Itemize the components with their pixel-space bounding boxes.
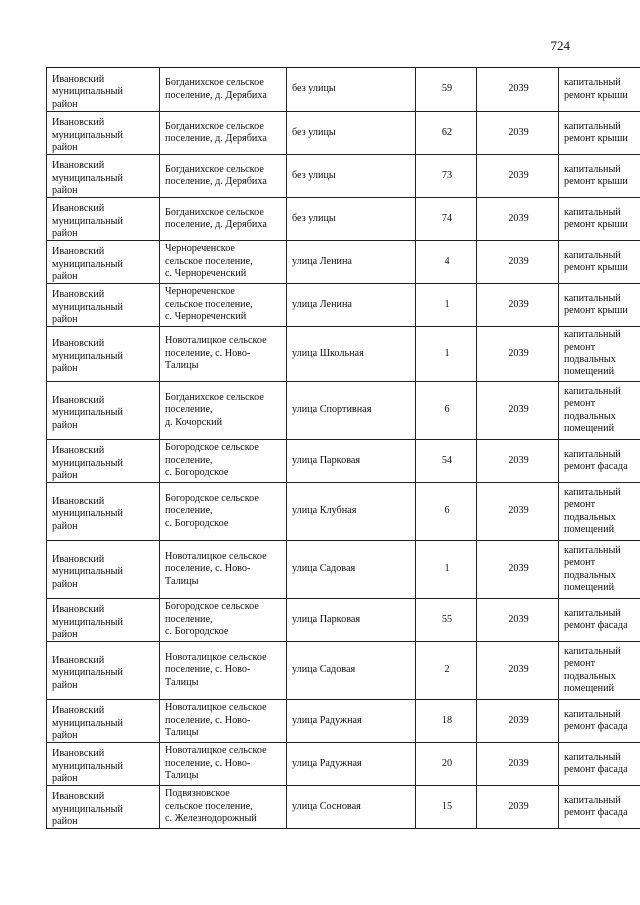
work-type-cell: [559, 327, 640, 382]
settlement-cell-text: Богданихское сельское поселение, д. Дерябиха: [165, 77, 267, 101]
house-number-cell: [416, 743, 477, 786]
house-number-cell-text: 6: [444, 404, 450, 416]
settlement-cell-text: Богданихское сельское поселение, д. Дерябиха: [165, 163, 267, 187]
table-row: [47, 599, 640, 642]
settlement-cell-text: Богданихское сельское поселение, д. Дерябиха: [165, 120, 267, 144]
district-cell: [47, 483, 160, 541]
year-cell: [477, 541, 559, 599]
house-number-cell-text: 18: [441, 714, 453, 726]
work-type-cell-text: капитальный ремонт крыши: [564, 163, 628, 187]
work-type-cell: [559, 700, 640, 743]
street-cell: [287, 68, 416, 112]
work-type-cell: [559, 440, 640, 483]
table-row: [47, 700, 640, 743]
house-number-cell: [416, 599, 477, 642]
work-type-cell-text: капитальный ремонт фасада: [564, 448, 628, 472]
year-cell-text: 2039: [508, 563, 529, 575]
year-cell-text: 2039: [508, 613, 529, 625]
work-type-cell-text: капитальный ремонт фасада: [564, 708, 628, 732]
year-cell: [477, 155, 559, 198]
street-cell-text: улица Садовая: [292, 664, 356, 676]
year-cell-text: 2039: [508, 664, 529, 676]
work-type-cell-text: капитальный ремонт подвальных помещений: [564, 385, 621, 434]
district-cell-text: Ивановский муниципальный район: [52, 445, 123, 482]
house-number-cell-text: 1: [444, 298, 450, 310]
settlement-cell: [160, 743, 287, 786]
street-cell: [287, 743, 416, 786]
settlement-cell-text: Чернореченское сельское поселение, с. Чернореченский: [165, 286, 253, 323]
table-row: [47, 541, 640, 599]
district-cell: [47, 440, 160, 483]
street-cell-text: улица Парковая: [292, 613, 361, 625]
settlement-cell-text: Богородское сельское поселение, с. Богородское: [165, 442, 259, 479]
house-number-cell: [416, 786, 477, 829]
year-cell-text: 2039: [508, 126, 529, 138]
district-cell: [47, 541, 160, 599]
work-type-cell-text: капитальный ремонт крыши: [564, 249, 628, 273]
district-cell: [47, 327, 160, 382]
house-number-cell: [416, 155, 477, 198]
settlement-cell: [160, 68, 287, 112]
district-cell: [47, 382, 160, 440]
settlement-cell: [160, 382, 287, 440]
year-cell-text: 2039: [508, 298, 529, 310]
house-number-cell-text: 62: [441, 126, 453, 138]
street-cell-text: улица Ленина: [292, 298, 352, 310]
street-cell: [287, 155, 416, 198]
year-cell: [477, 327, 559, 382]
district-cell: [47, 112, 160, 155]
house-number-cell-text: 4: [444, 255, 450, 267]
work-type-cell: [559, 382, 640, 440]
settlement-cell: [160, 642, 287, 700]
district-cell: [47, 241, 160, 284]
street-cell-text: улица Спортивная: [292, 404, 372, 416]
street-cell-text: без улицы: [292, 126, 336, 138]
work-type-cell-text: капитальный ремонт крыши: [564, 120, 628, 144]
year-cell: [477, 700, 559, 743]
year-cell: [477, 743, 559, 786]
house-number-cell: [416, 327, 477, 382]
table-row: [47, 483, 640, 541]
street-cell: [287, 700, 416, 743]
year-cell: [477, 112, 559, 155]
year-cell: [477, 241, 559, 284]
table-row: [47, 68, 640, 112]
table-row: [47, 642, 640, 700]
work-type-cell: [559, 541, 640, 599]
street-cell: [287, 642, 416, 700]
house-number-cell: [416, 241, 477, 284]
work-type-cell: [559, 599, 640, 642]
street-cell: [287, 483, 416, 541]
house-number-cell: [416, 483, 477, 541]
work-type-cell-text: капитальный ремонт крыши: [564, 206, 628, 230]
settlement-cell-text: Богданихское сельское поселение, д. Дерябиха: [165, 206, 267, 230]
work-type-cell: [559, 112, 640, 155]
work-type-cell-text: капитальный ремонт подвальных помещений: [564, 645, 621, 694]
year-cell: [477, 483, 559, 541]
year-cell-text: 2039: [508, 757, 529, 769]
settlement-cell: [160, 155, 287, 198]
work-type-cell: [559, 241, 640, 284]
settlement-cell-text: Новоталицкое сельское поселение, с. Ново- Талицы: [165, 651, 267, 688]
house-number-cell-text: 2: [444, 664, 450, 676]
district-cell: [47, 68, 160, 112]
house-number-cell: [416, 382, 477, 440]
table-row: [47, 155, 640, 198]
house-number-cell: [416, 198, 477, 241]
settlement-cell: [160, 599, 287, 642]
year-cell-text: 2039: [508, 347, 529, 359]
district-cell-text: Ивановский муниципальный район: [52, 160, 123, 197]
settlement-cell-text: Богородское сельское поселение, с. Богородское: [165, 601, 259, 638]
year-cell-text: 2039: [508, 169, 529, 181]
street-cell-text: без улицы: [292, 169, 336, 181]
house-number-cell: [416, 700, 477, 743]
district-cell-text: Ивановский муниципальный район: [52, 495, 123, 532]
year-cell: [477, 198, 559, 241]
work-type-cell-text: капитальный ремонт подвальных помещений: [564, 486, 621, 535]
district-cell: [47, 642, 160, 700]
street-cell: [287, 786, 416, 829]
year-cell-text: 2039: [508, 255, 529, 267]
district-cell: [47, 155, 160, 198]
year-cell: [477, 642, 559, 700]
table-row: [47, 112, 640, 155]
table-row: [47, 743, 640, 786]
settlement-cell: [160, 483, 287, 541]
district-cell: [47, 700, 160, 743]
street-cell-text: улица Парковая: [292, 454, 361, 466]
repair-register-table: [46, 67, 640, 829]
work-type-cell: [559, 284, 640, 327]
street-cell: [287, 327, 416, 382]
street-cell: [287, 382, 416, 440]
work-type-cell: [559, 198, 640, 241]
work-type-cell-text: капитальный ремонт подвальных помещений: [564, 544, 621, 593]
settlement-cell: [160, 700, 287, 743]
year-cell-text: 2039: [508, 83, 529, 95]
house-number-cell: [416, 440, 477, 483]
district-cell-text: Ивановский муниципальный район: [52, 246, 123, 283]
table-row: [47, 382, 640, 440]
house-number-cell-text: 20: [441, 757, 453, 769]
settlement-cell: [160, 198, 287, 241]
district-cell: [47, 786, 160, 829]
settlement-cell: [160, 327, 287, 382]
year-cell-text: 2039: [508, 454, 529, 466]
settlement-cell: [160, 112, 287, 155]
district-cell-text: Ивановский муниципальный район: [52, 791, 123, 828]
year-cell: [477, 382, 559, 440]
work-type-cell: [559, 68, 640, 112]
district-cell-text: Ивановский муниципальный район: [52, 289, 123, 326]
district-cell-text: Ивановский муниципальный район: [52, 394, 123, 431]
house-number-cell-text: 54: [441, 454, 453, 466]
district-cell-text: Ивановский муниципальный район: [52, 604, 123, 641]
district-cell-text: Ивановский муниципальный район: [52, 705, 123, 742]
house-number-cell-text: 1: [444, 563, 450, 575]
work-type-cell: [559, 743, 640, 786]
settlement-cell-text: Новоталицкое сельское поселение, с. Ново- Талицы: [165, 745, 267, 782]
street-cell-text: улица Радужная: [292, 714, 362, 726]
settlement-cell-text: Новоталицкое сельское поселение, с. Ново- Талицы: [165, 550, 267, 587]
house-number-cell-text: 73: [441, 169, 453, 181]
street-cell-text: без улицы: [292, 83, 336, 95]
settlement-cell-text: Подвязновское сельское поселение, с. Железнодорожный: [165, 788, 257, 825]
year-cell-text: 2039: [508, 505, 529, 517]
street-cell: [287, 198, 416, 241]
house-number-cell: [416, 284, 477, 327]
settlement-cell: [160, 241, 287, 284]
work-type-cell-text: капитальный ремонт фасада: [564, 794, 628, 818]
settlement-cell-text: Новоталицкое сельское поселение, с. Ново- Талицы: [165, 335, 267, 372]
street-cell-text: улица Сосновая: [292, 800, 361, 812]
settlement-cell-text: Новоталицкое сельское поселение, с. Ново- Талицы: [165, 702, 267, 739]
work-type-cell-text: капитальный ремонт фасада: [564, 751, 628, 775]
street-cell-text: улица Ленина: [292, 255, 352, 267]
work-type-cell-text: капитальный ремонт крыши: [564, 292, 628, 316]
year-cell: [477, 599, 559, 642]
house-number-cell-text: 59: [441, 83, 453, 95]
table-row: [47, 440, 640, 483]
work-type-cell: [559, 483, 640, 541]
table-row: [47, 327, 640, 382]
house-number-cell: [416, 68, 477, 112]
table-row: [47, 241, 640, 284]
year-cell-text: 2039: [508, 714, 529, 726]
settlement-cell-text: Богородское сельское поселение, с. Богородское: [165, 492, 259, 529]
district-cell-text: Ивановский муниципальный район: [52, 117, 123, 154]
street-cell-text: улица Школьная: [292, 347, 364, 359]
street-cell: [287, 541, 416, 599]
work-type-cell: [559, 155, 640, 198]
year-cell: [477, 284, 559, 327]
street-cell-text: улица Садовая: [292, 563, 356, 575]
table-body: [47, 68, 640, 829]
work-type-cell: [559, 786, 640, 829]
settlement-cell: [160, 440, 287, 483]
settlement-cell: [160, 786, 287, 829]
table-row: [47, 198, 640, 241]
table-row: [47, 786, 640, 829]
street-cell: [287, 241, 416, 284]
work-type-cell-text: капитальный ремонт крыши: [564, 77, 628, 101]
house-number-cell-text: 15: [441, 800, 453, 812]
settlement-cell-text: Богданихское сельское поселение, д. Кочорский: [165, 391, 264, 428]
street-cell: [287, 284, 416, 327]
house-number-cell: [416, 112, 477, 155]
work-type-cell-text: капитальный ремонт фасада: [564, 607, 628, 631]
house-number-cell: [416, 642, 477, 700]
table-row: [47, 284, 640, 327]
settlement-cell: [160, 284, 287, 327]
house-number-cell-text: 55: [441, 613, 453, 625]
district-cell-text: Ивановский муниципальный район: [52, 748, 123, 785]
district-cell-text: Ивановский муниципальный район: [52, 654, 123, 691]
year-cell: [477, 786, 559, 829]
settlement-cell-text: Чернореченское сельское поселение, с. Чернореченский: [165, 243, 253, 280]
district-cell: [47, 743, 160, 786]
street-cell-text: без улицы: [292, 212, 336, 224]
year-cell: [477, 68, 559, 112]
work-type-cell: [559, 642, 640, 700]
year-cell-text: 2039: [508, 404, 529, 416]
house-number-cell: [416, 541, 477, 599]
district-cell: [47, 198, 160, 241]
year-cell-text: 2039: [508, 800, 529, 812]
page-number: 724: [550, 38, 570, 53]
street-cell-text: улица Радужная: [292, 757, 362, 769]
house-number-cell-text: 74: [441, 212, 453, 224]
settlement-cell: [160, 541, 287, 599]
district-cell: [47, 599, 160, 642]
district-cell-text: Ивановский муниципальный район: [52, 73, 123, 110]
year-cell-text: 2039: [508, 212, 529, 224]
work-type-cell-text: капитальный ремонт подвальных помещений: [564, 329, 621, 378]
district-cell-text: Ивановский муниципальный район: [52, 553, 123, 590]
street-cell: [287, 440, 416, 483]
district-cell-text: Ивановский муниципальный район: [52, 338, 123, 375]
district-cell-text: Ивановский муниципальный район: [52, 203, 123, 240]
district-cell: [47, 284, 160, 327]
house-number-cell-text: 6: [444, 505, 450, 517]
year-cell: [477, 440, 559, 483]
house-number-cell-text: 1: [444, 347, 450, 359]
street-cell: [287, 599, 416, 642]
street-cell-text: улица Клубная: [292, 505, 357, 517]
street-cell: [287, 112, 416, 155]
